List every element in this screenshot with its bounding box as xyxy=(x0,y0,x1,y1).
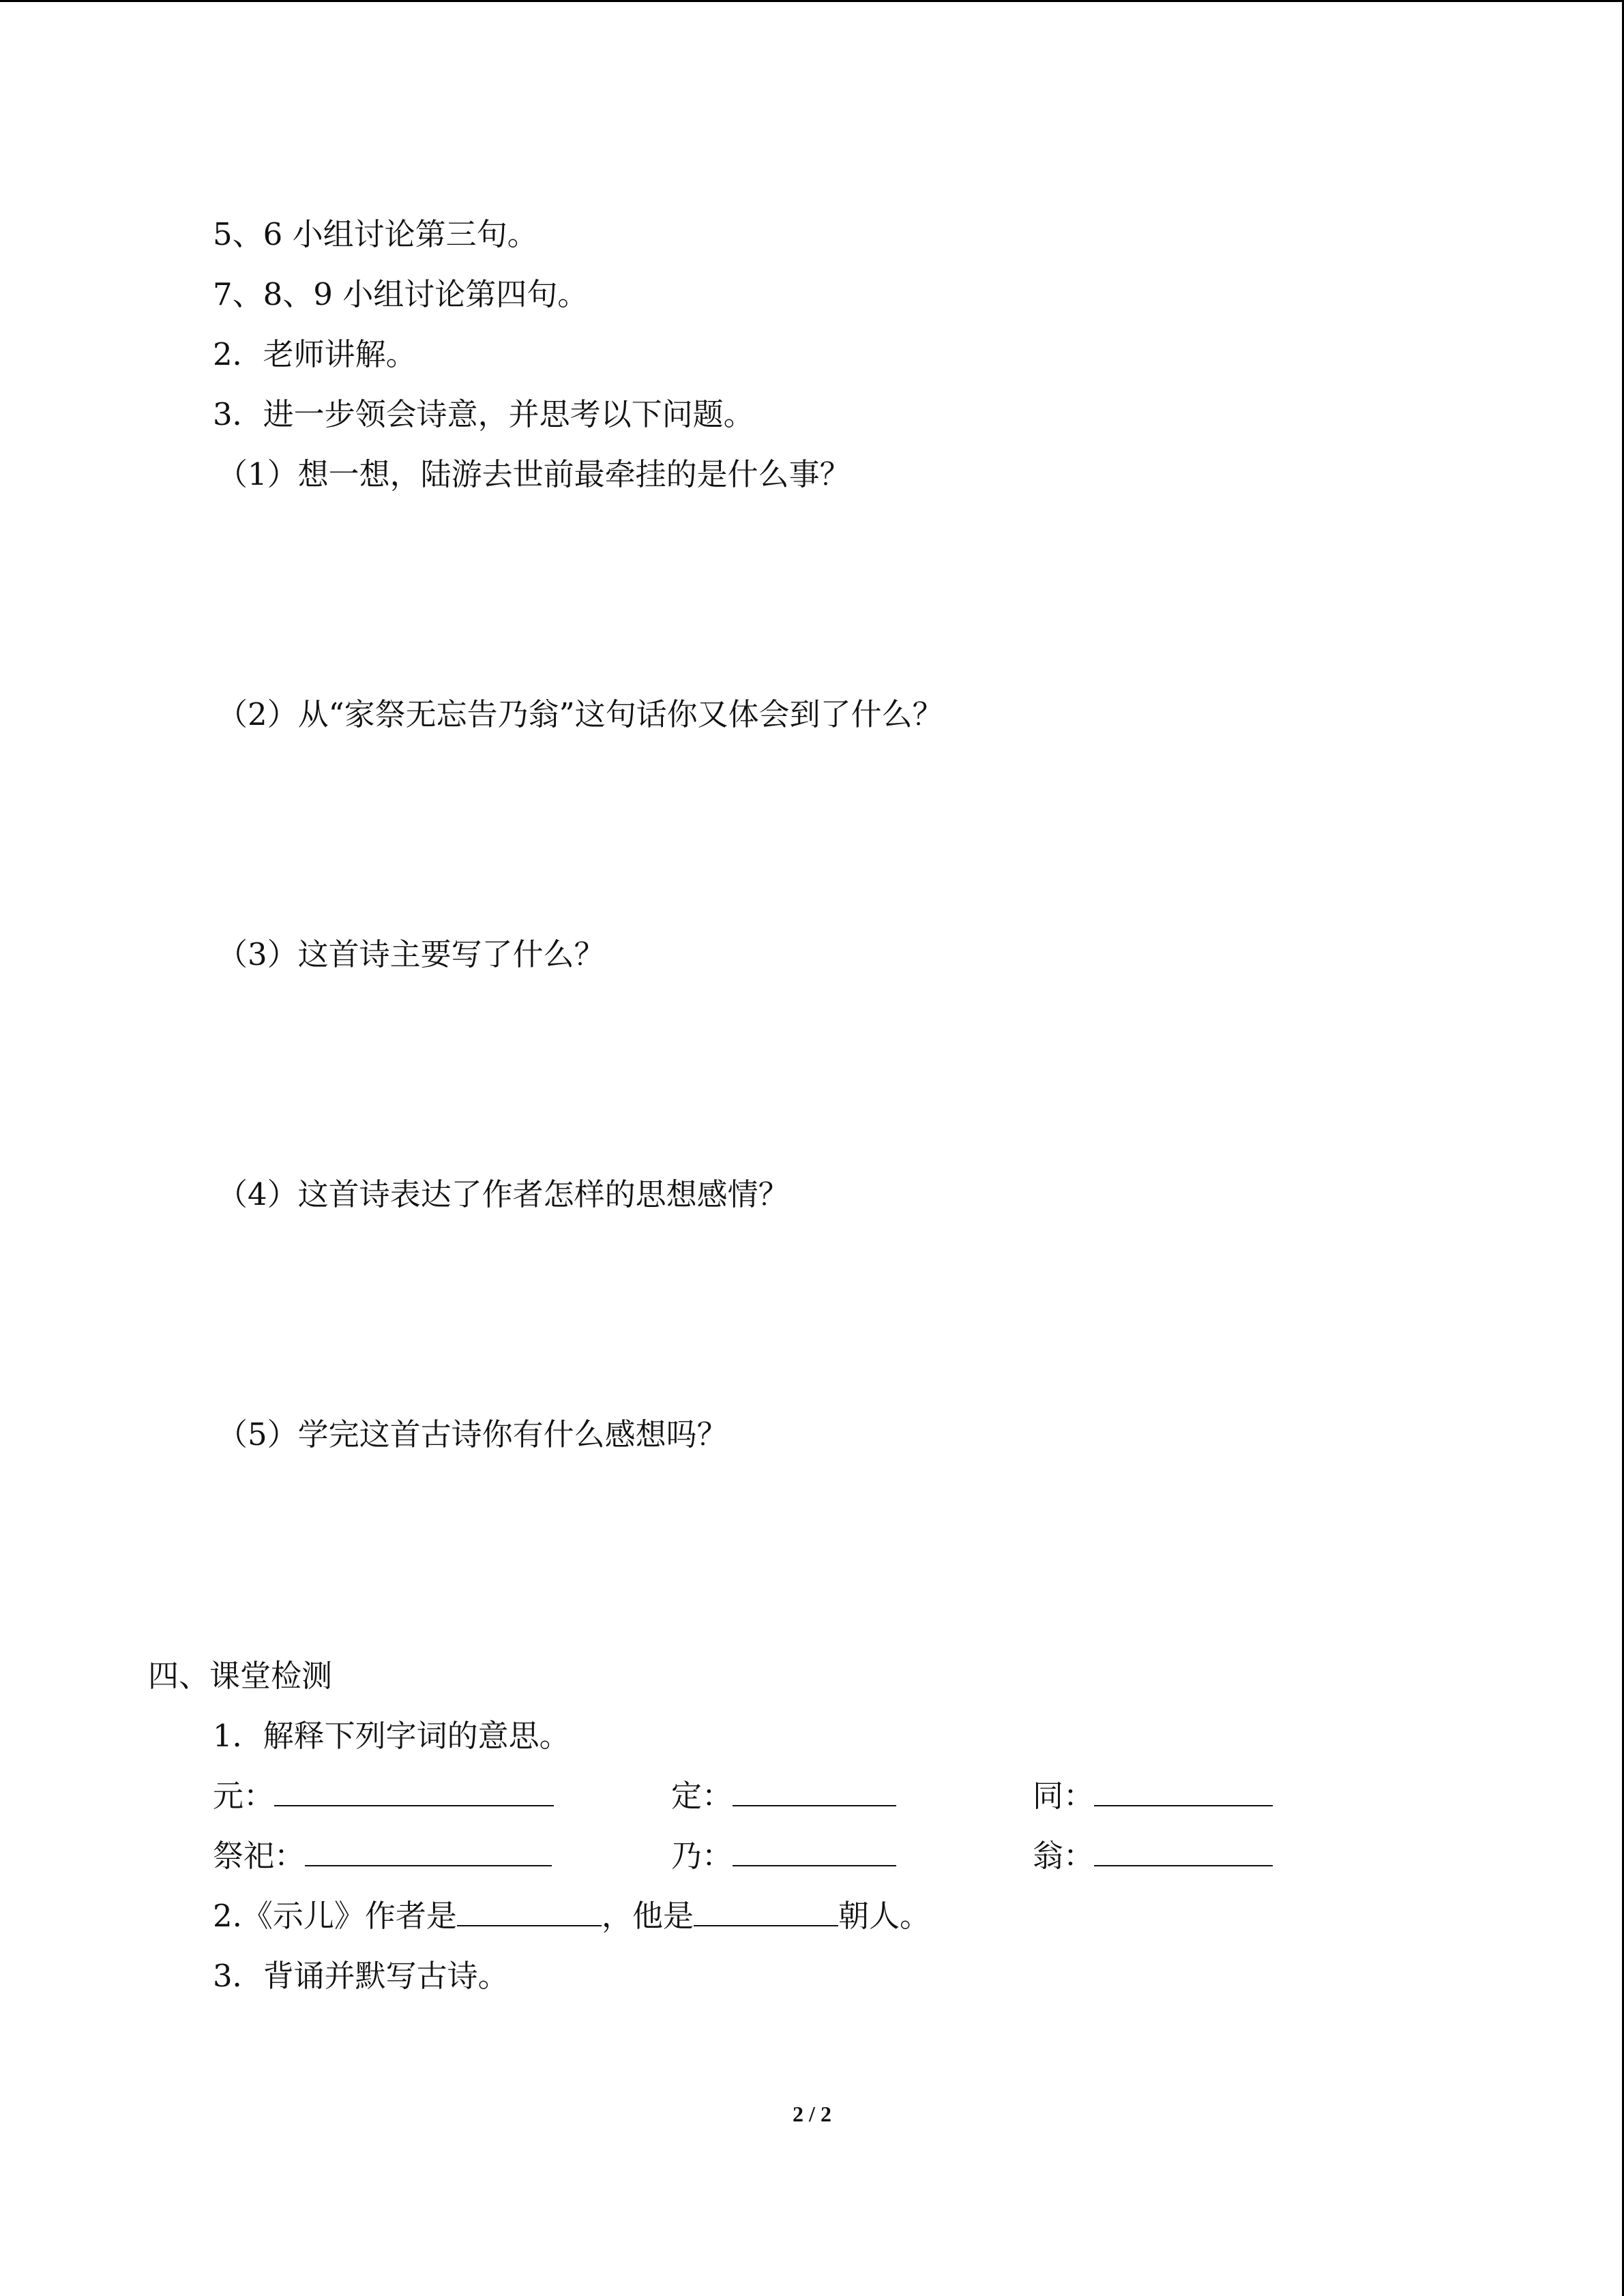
test-item-3: 3．背诵并默写古诗。 xyxy=(213,1958,509,1994)
item2-text-author: 2.《示儿》作者是 xyxy=(213,1898,457,1934)
question-4: （4）这首诗表达了作者怎样的思想感情？ xyxy=(217,1176,789,1212)
answer-blank-nai[interactable] xyxy=(733,1838,896,1866)
term-label: 乃： xyxy=(671,1838,733,1874)
test-item-2 xyxy=(213,1896,930,1937)
term-nai xyxy=(671,1836,896,1877)
step-understand-poem: 3．进一步领会诗意，并思考以下问题。 xyxy=(213,396,754,432)
question-3: （3）这首诗主要写了什么？ xyxy=(217,936,605,972)
term-label: 定： xyxy=(671,1778,733,1814)
section-heading-class-test: 四、课堂检测 xyxy=(148,1658,333,1694)
page-top-border xyxy=(0,0,1624,2)
step-line-groups-5-6: 5、6 小组讨论第三句。 xyxy=(213,216,538,252)
answer-blank-weng[interactable] xyxy=(1094,1838,1273,1866)
answer-blank-dynasty[interactable] xyxy=(694,1898,838,1926)
term-label: 翁： xyxy=(1033,1838,1095,1874)
term-tong xyxy=(1033,1776,1273,1817)
item2-text-he-is: ，他是 xyxy=(601,1898,694,1934)
step-line-groups-7-8-9: 7、8、9 小组讨论第四句。 xyxy=(213,276,589,312)
answer-blank-tong[interactable] xyxy=(1094,1778,1273,1806)
term-label: 元： xyxy=(213,1778,275,1814)
term-ding xyxy=(671,1776,896,1817)
answer-blank-yuan[interactable] xyxy=(274,1778,554,1806)
test-item-1: 1．解释下列字词的意思。 xyxy=(213,1718,570,1754)
page-number: 2 / 2 xyxy=(793,2102,831,2126)
term-label: 同： xyxy=(1033,1778,1095,1814)
answer-blank-author[interactable] xyxy=(457,1898,602,1926)
term-weng xyxy=(1033,1836,1273,1877)
step-teacher-explain: 2．老师讲解。 xyxy=(213,336,417,372)
answer-blank-ding[interactable] xyxy=(733,1778,896,1806)
question-1: （1）想一想，陆游去世前最牵挂的是什么事？ xyxy=(217,456,851,492)
term-yuan xyxy=(213,1776,554,1817)
term-jisi xyxy=(213,1836,552,1877)
question-2: （2）从“家祭无忘告乃翁”这句话你又体会到了什么？ xyxy=(217,696,943,732)
item2-text-dynasty: 朝人。 xyxy=(838,1898,930,1934)
answer-blank-jisi[interactable] xyxy=(305,1838,552,1866)
question-5: （5）学完这首古诗你有什么感想吗？ xyxy=(217,1416,728,1452)
term-label: 祭祀： xyxy=(213,1838,306,1874)
